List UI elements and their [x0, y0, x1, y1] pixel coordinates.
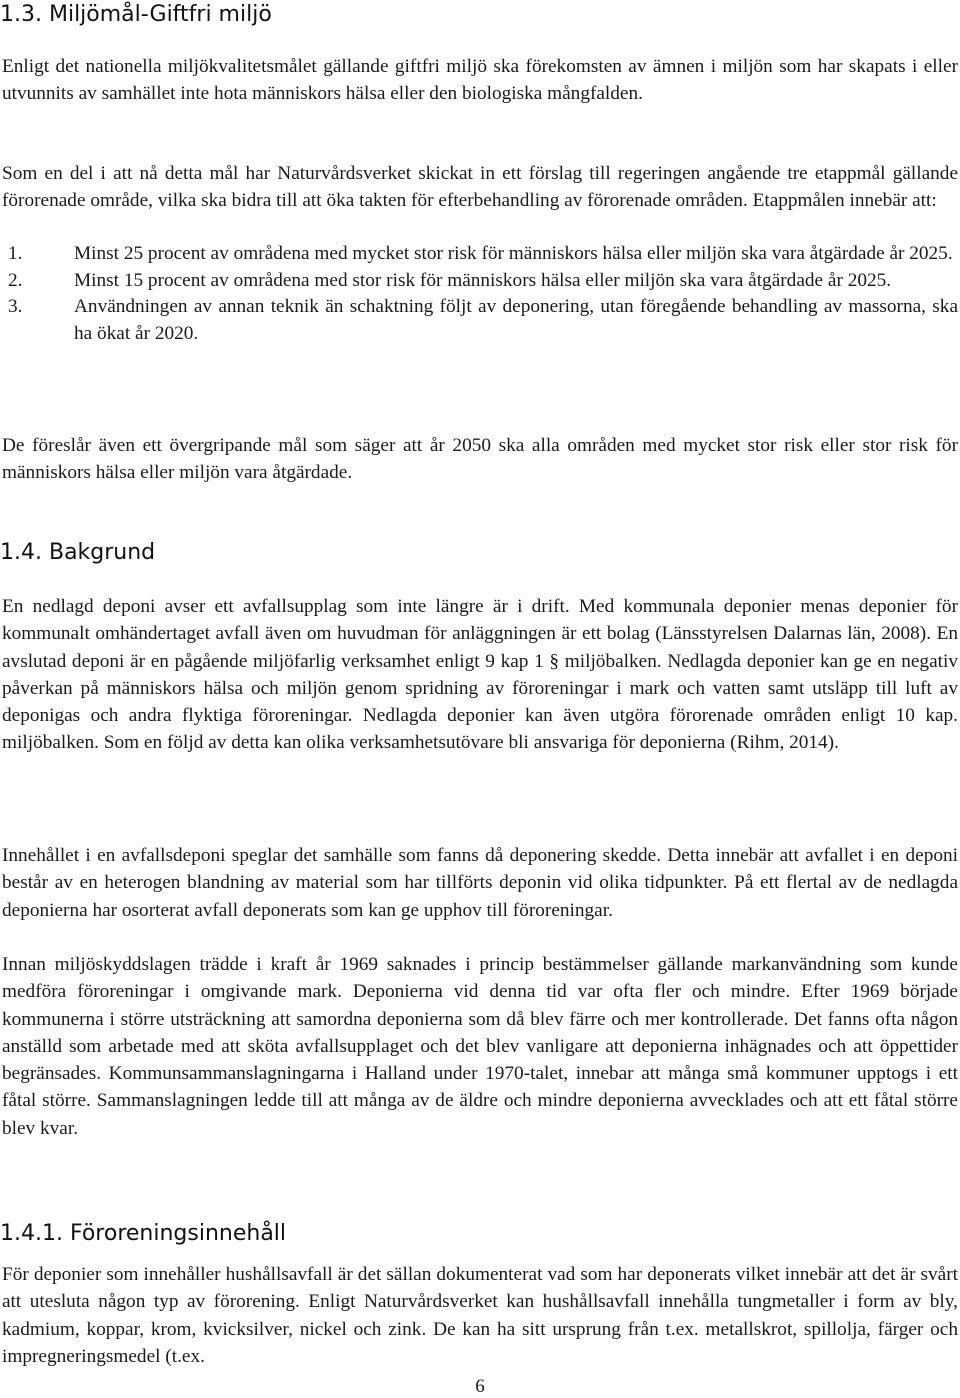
- list-item: [8, 268, 958, 295]
- paragraph: En nedlagd deponi avser ett avfallsupplag som inte längre är i drift. Med kommunala deponier menas deponier för kommunalt omhändertaget avfall även om huvudman för anläggningen är ett bolag (Länsstyrelsen Dalarnas län, 2008). En avslutad deponi är en pågående miljöfarlig verksamhet enligt 9 kap 1 § miljöbalken. Nedlagda deponier kan ge en negativ påverkan på människors hälsa och miljön genom spridning av föroreningar i mark och vatten samt utsläpp till luft av deponigas och andra flyktiga föroreningar. Nedlagda deponier kan även utgöra förorenade områden enligt 10 kap. miljöbalken. Som en följd av detta kan olika verksamhetsutövare bli ansvariga för deponierna (Rihm, 2014).: [2, 596, 958, 754]
- numbered-list: [8, 241, 958, 348]
- paragraph: De föreslår även ett övergripande mål som säger att år 2050 ska alla områden med mycket stor risk eller stor risk för människors hälsa eller miljön vara åtgärdade.: [2, 435, 958, 484]
- list-item-text: Användningen av annan teknik än schaktning följt av deponering, utan föregående behandling av massorna, ska ha ökat år 2020.: [74, 296, 958, 345]
- page-number: 6: [475, 1376, 485, 1397]
- list-item-text: Minst 25 procent av områdena med mycket stor risk för människors hälsa eller miljön ska vara åtgärdade år 2025.: [74, 243, 953, 264]
- paragraph: Som en del i att nå detta mål har Naturvårdsverket skickat in ett förslag till regeringen angående tre etappmål gällande förorenade område, vilka ska bidra till att öka takten för efterbehandling av förorenade områden. Etappmålen innebär att:: [2, 163, 958, 212]
- paragraph: För deponier som innehåller hushållsavfall är det sällan dokumenterat vad som har deponerats vilket innebär att det är svårt att utesluta någon typ av förorening. Enligt Naturvårdsverket kan hushållsavfall innehålla tungmetaller i form av bly, kadmium, koppar, krom, kvicksilver, nickel och zink. De kan ha sitt ursprung från t.ex. metallskrot, spillolja, färger och impregneringsmedel (t.ex.: [2, 1264, 958, 1367]
- list-item: [8, 241, 958, 268]
- section-heading-1-4-1: 1.4.1. Föroreningsinnehåll: [0, 1221, 287, 1246]
- list-item-number: 1.: [8, 243, 23, 264]
- section-heading-1-4: 1.4. Bakgrund: [0, 540, 156, 565]
- list-item-number: 3.: [8, 296, 23, 318]
- list-item-number: 2.: [8, 269, 23, 291]
- list-item: [8, 294, 958, 347]
- paragraph: Enligt det nationella miljökvalitetsmålet gällande giftfri miljö ska förekomsten av ämnen i miljön som har skapats i eller utvunnits av samhället inte hota människors hälsa eller den biologiska mångfalden.: [2, 56, 958, 105]
- paragraph: Innehållet i en avfallsdeponi speglar det samhälle som fanns då deponering skedde. Detta innebär att avfallet i en deponi består av en heterogen blandning av material som har tillförts deponin vid olika tidpunkter. På ett flertal av de nedlagda deponierna har osorterat avfall deponerats som kan ge upphov till föroreningar.: [2, 845, 958, 921]
- list-item-text: Minst 15 procent av områdena med stor risk för människors hälsa eller miljön ska vara åtgärdade år 2025.: [74, 269, 892, 291]
- section-heading-1-3: 1.3. Miljömål-Giftfri miljö: [0, 2, 272, 27]
- paragraph: Innan miljöskyddslagen trädde i kraft år 1969 saknades i princip bestämmelser gällande markanvändning som kunde medföra föroreningar i omgivande mark. Deponierna vid denna tid var ofta fler och mindre. Efter 1969 började kommunerna i större utsträckning att samordna deponierna som då blev färre och mer kontrollerade. Det fanns ofta någon anställd som arbetade med att sköta avfallsupplaget och det blev vanligare att deponierna inhägnades och att öppettider begränsades. Kommunsammanslagningarna i Halland under 1970-talet, innebar att många små kommuner upptogs i ett fåtal större. Sammanslagningen ledde till att många av de äldre och mindre deponierna avvecklades och att ett fåtal större blev kvar.: [2, 954, 958, 1139]
